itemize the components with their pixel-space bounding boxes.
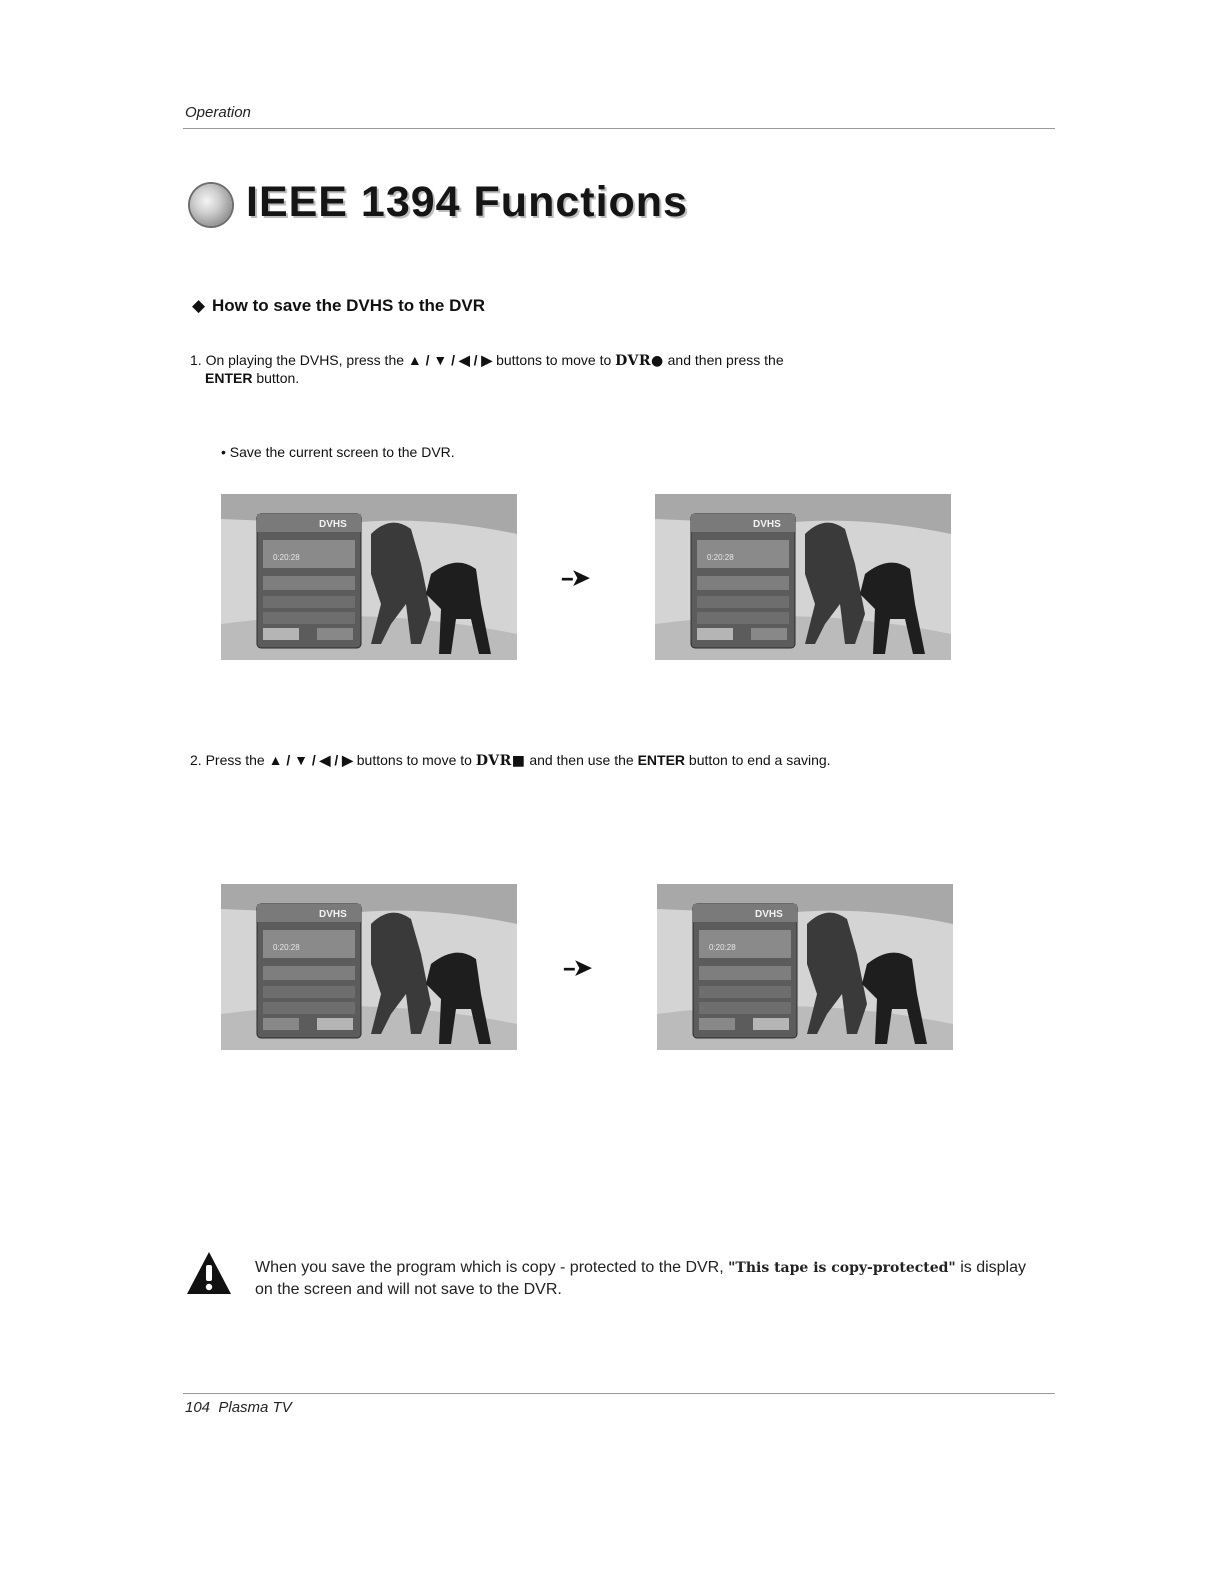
arrow-right-icon: --➤	[563, 955, 591, 980]
warning-icon	[186, 1251, 232, 1295]
osd-time: 0:20:28	[707, 553, 734, 562]
product-name: Plasma TV	[218, 1399, 292, 1416]
step-2-number: 2.	[190, 752, 202, 768]
step-1-target: DVR●	[615, 353, 664, 369]
step-2-arrow-buttons: ▲ / ▼ / ◀ / ▶	[268, 752, 353, 768]
disc-icon	[190, 184, 232, 226]
warning-quote: "This tape is copy-protected"	[728, 1260, 956, 1276]
step-1-arrow-buttons: ▲ / ▼ / ◀ / ▶	[407, 352, 493, 368]
step-1-post2: button.	[256, 370, 300, 386]
page-title: IEEE 1394 Functions	[246, 178, 688, 226]
footer-divider	[183, 1393, 1055, 1394]
section-heading: How to save the DVHS to the DVR	[212, 296, 485, 315]
sub-bullet-note: • Save the current screen to the DVR.	[221, 444, 455, 460]
osd-title: DVHS	[319, 909, 347, 920]
diamond-bullet-icon: ◆	[192, 296, 206, 315]
step-1-post: and then press the	[667, 352, 784, 368]
step-2-post: and then use the	[529, 752, 634, 768]
step-1-pre: On playing the DVHS, press the	[205, 352, 405, 368]
osd-title: DVHS	[319, 519, 347, 530]
tv-screenshot	[657, 884, 953, 1050]
step-1-mid: buttons to move to	[496, 352, 612, 368]
step-2-post2: button to end a saving.	[688, 752, 831, 768]
step-1-number: 1.	[190, 352, 202, 368]
step-1-line-2	[205, 369, 299, 387]
warning-text	[255, 1257, 1045, 1301]
tv-screenshot	[221, 884, 517, 1050]
page-number: 104	[185, 1399, 211, 1416]
step-2-mid: buttons to move to	[356, 752, 472, 768]
warning-text-2: is display on the screen and will not save to the DVR.	[255, 1259, 1026, 1298]
osd-time: 0:20:28	[709, 943, 736, 952]
warning-text-1: When you save the program which is copy - protected to the DVR,	[255, 1259, 724, 1276]
header-divider	[183, 128, 1055, 129]
step-1-enter: ENTER	[205, 370, 253, 386]
footer	[185, 1399, 292, 1416]
osd-time: 0:20:28	[273, 553, 300, 562]
arrow-right-icon: --➤	[561, 565, 589, 590]
step-2-enter: ENTER	[637, 752, 686, 768]
tv-screenshot	[221, 494, 517, 660]
tv-screenshot	[655, 494, 951, 660]
step-2-pre: Press the	[205, 752, 265, 768]
step-1-line-1	[190, 351, 784, 370]
step-2-target: DVR■	[475, 753, 526, 769]
osd-time: 0:20:28	[273, 943, 300, 952]
osd-title: DVHS	[755, 909, 783, 920]
osd-title: DVHS	[753, 519, 781, 530]
header-section-label: Operation	[185, 104, 251, 121]
step-2-line	[190, 751, 831, 770]
